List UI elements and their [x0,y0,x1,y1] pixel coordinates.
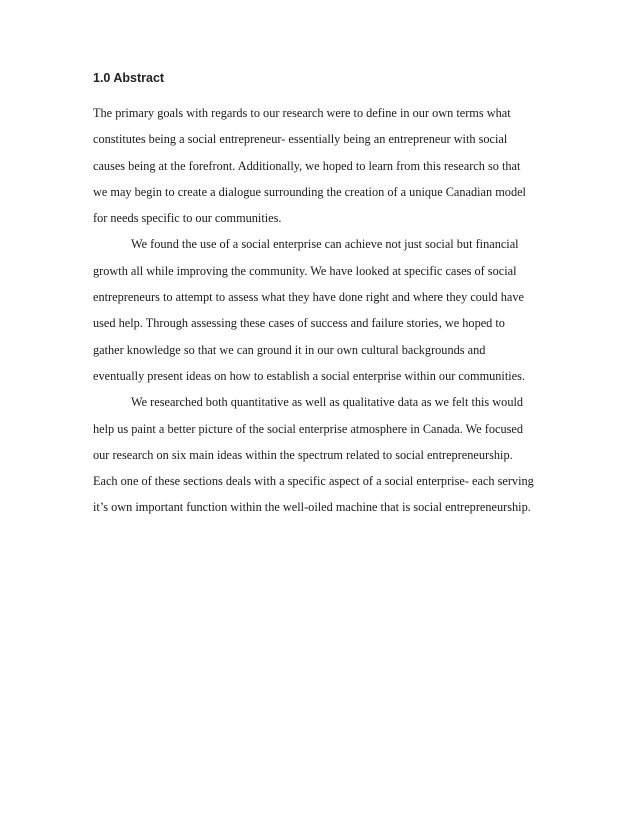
section-heading: 1.0 Abstract [93,71,165,85]
text-line: for needs specific to our communities. [93,211,282,226]
text-line: The primary goals with regards to our research were to define in our own terms what [93,106,511,120]
text-line: Each one of these sections deals with a specific aspect of a social enterprise- each serving [93,474,534,489]
abstract-body [93,100,563,521]
text-line: causes being at the forefront. Additionally, we hoped to learn from this research so that [93,158,521,173]
text-line: eventually present ideas on how to establish a social enterprise within our communities. [93,368,525,383]
text-line: We found the use of a social enterprise can achieve not just social but financial [131,237,519,252]
text-line: used help. Through assessing these cases of success and failure stories, we hoped to [93,316,505,331]
text-line: our research on six main ideas within the spectrum related to social entrepreneurship. [93,447,513,462]
text-line: entrepreneurs to attempt to assess what they have done right and where they could have [93,290,524,305]
text-line: we may begin to create a dialogue surrounding the creation of a unique Canadian model [93,184,526,199]
text-line: We researched both quantitative as well as qualitative data as we felt this would [131,395,524,410]
text-line: help us paint a better picture of the social enterprise atmosphere in Canada. We focused [93,421,524,436]
text-line: constitutes being a social entrepreneur- essentially being an entrepreneur with social [93,132,508,147]
text-line: gather knowledge so that we can ground it in our own cultural backgrounds and [93,342,486,357]
text-line: growth all while improving the community. We have looked at specific cases of social [93,263,517,278]
text-line: it’s own important function within the well-oiled machine that is social entrepreneurship. [93,500,531,515]
